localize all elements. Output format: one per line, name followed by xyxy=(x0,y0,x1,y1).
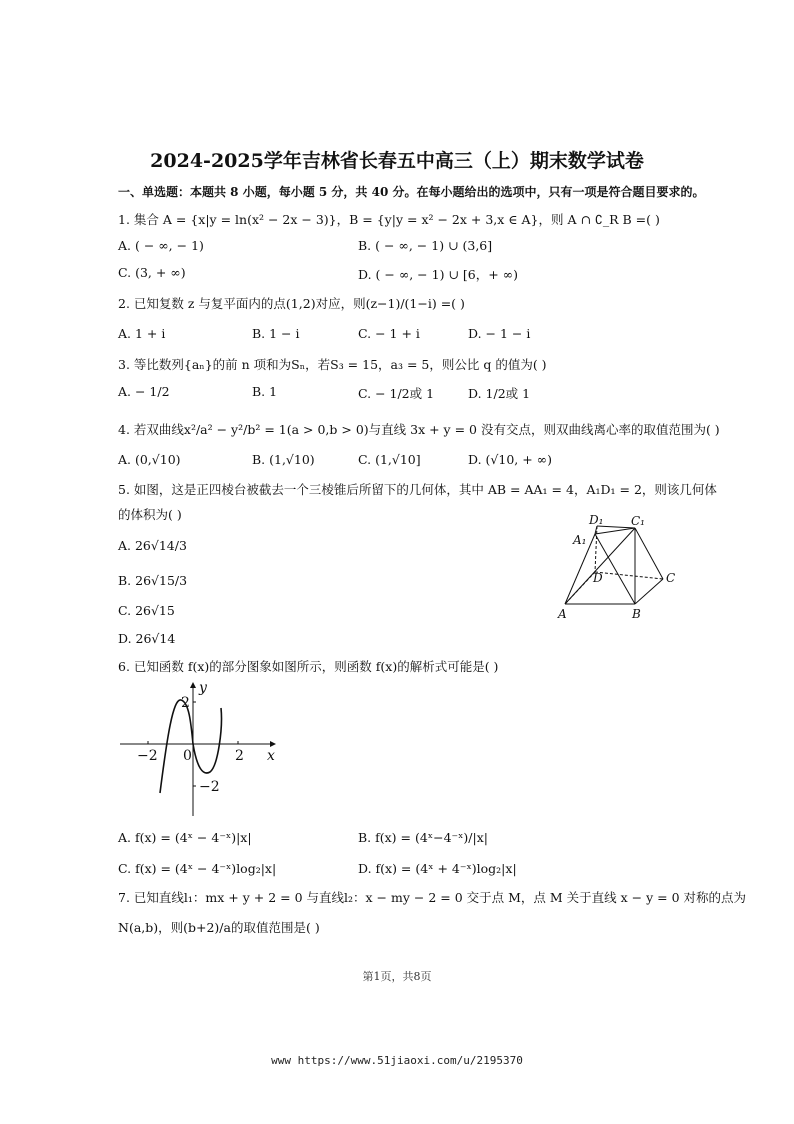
q5-option-d: D. 26√14 xyxy=(118,631,176,646)
q7-stem-line1: 7. 已知直线l₁：mx + y + 2 = 0 与直线l₂：x − my − 2 = 0 交于点 M，点 M 关于直线 x − y = 0 对称的点为 xyxy=(118,890,746,905)
graph-tick-yneg2: −2 xyxy=(199,779,220,795)
q3-option-a: A. − 1/2 xyxy=(118,384,170,399)
q6-option-d: D. f(x) = (4ˣ + 4⁻ˣ)log₂|x| xyxy=(358,861,517,876)
graph-tick-xneg2: −2 xyxy=(137,748,158,764)
q6-stem: 6. 已知函数 f(x)的部分图象如图所示，则函数 f(x)的解析式可能是( ) xyxy=(118,659,499,674)
graph-origin: 0 xyxy=(183,748,192,764)
q1-option-b: B. ( − ∞, − 1) ∪ (3,6] xyxy=(358,238,493,253)
graph-tick-x2: 2 xyxy=(235,748,244,764)
q6-option-b: B. f(x) = (4ˣ−4⁻ˣ)/|x| xyxy=(358,830,488,845)
q3-option-c: C. − 1/2或 1 xyxy=(358,386,435,401)
q4-stem: 4. 若双曲线x²/a² − y²/b² = 1(a > 0,b > 0)与直线 3x + y = 0 没有交点，则双曲线离心率的取值范围为( ) xyxy=(118,422,720,437)
q7-stem-line2: N(a,b)，则(b+2)/a的取值范围是( ) xyxy=(118,920,320,935)
q3-option-d: D. 1/2或 1 xyxy=(468,386,531,401)
label-c: C xyxy=(666,571,676,585)
q2-option-a: A. 1 + i xyxy=(118,326,166,341)
function-graph xyxy=(115,678,285,818)
q1-stem: 1. 集合 A = {x|y = ln(x² − 2x − 3)}，B = {y|y = x² − 2x + 3,x ∈ A}，则 A ∩ ∁_R B =( ) xyxy=(118,212,660,227)
q5-option-b: B. 26√15/3 xyxy=(118,573,188,588)
q2-stem: 2. 已知复数 z 与复平面内的点(1,2)对应，则(z−1)/(1−i) =( ) xyxy=(118,296,465,311)
frustum-figure xyxy=(555,512,690,622)
graph-x-label: x xyxy=(267,748,275,764)
q6-option-c: C. f(x) = (4ˣ − 4⁻ˣ)log₂|x| xyxy=(118,861,277,876)
q4-option-a: A. (0,√10) xyxy=(118,452,181,467)
label-a: A xyxy=(558,607,567,621)
label-d1: D₁ xyxy=(589,513,604,527)
q4-option-c: C. (1,√10] xyxy=(358,452,421,467)
page-title: 2024-2025学年吉林省长春五中高三（上）期末数学试卷 xyxy=(150,150,644,172)
q3-option-b: B. 1 xyxy=(252,384,278,399)
q5-option-c: C. 26√15 xyxy=(118,603,175,618)
graph-tick-y2: 2 xyxy=(181,695,190,711)
q2-option-d: D. − 1 − i xyxy=(468,326,531,341)
label-c1: C₁ xyxy=(631,514,645,528)
q2-option-c: C. − 1 + i xyxy=(358,326,420,341)
label-b: B xyxy=(632,607,641,621)
q4-option-b: B. (1,√10) xyxy=(252,452,315,467)
section-heading: 一、单选题：本题共 8 小题，每小题 5 分，共 40 分。在每小题给出的选项中，只有一项是符合题目要求的。 xyxy=(118,185,705,199)
q6-option-a: A. f(x) = (4ˣ − 4⁻ˣ)|x| xyxy=(118,830,252,845)
graph-y-label: y xyxy=(199,680,207,696)
page-footer: 第1页，共8页 xyxy=(362,970,432,983)
q4-option-d: D. (√10, + ∞) xyxy=(468,452,552,467)
source-url[interactable]: www https://www.51jiaoxi.com/u/2195370 xyxy=(271,1054,523,1067)
q2-option-b: B. 1 − i xyxy=(252,326,300,341)
label-a1: A₁ xyxy=(573,533,587,547)
q3-stem: 3. 等比数列{aₙ}的前 n 项和为Sₙ，若S₃ = 15，a₃ = 5，则公比 q 的值为( ) xyxy=(118,357,547,372)
q1-option-a: A. ( − ∞, − 1) xyxy=(118,238,204,253)
q5-option-a: A. 26√14/3 xyxy=(118,538,187,553)
q5-stem-line2: 的体积为( ) xyxy=(118,507,182,522)
label-d: D xyxy=(593,571,603,585)
q5-stem-line1: 5. 如图，这是正四棱台被截去一个三棱锥后所留下的几何体，其中 AB = AA₁ = 4，A₁D₁ = 2，则该几何体 xyxy=(118,482,717,497)
q1-option-d: D. ( − ∞, − 1) ∪ [6，+ ∞) xyxy=(358,267,518,282)
q1-option-c: C. (3, + ∞) xyxy=(118,265,186,280)
